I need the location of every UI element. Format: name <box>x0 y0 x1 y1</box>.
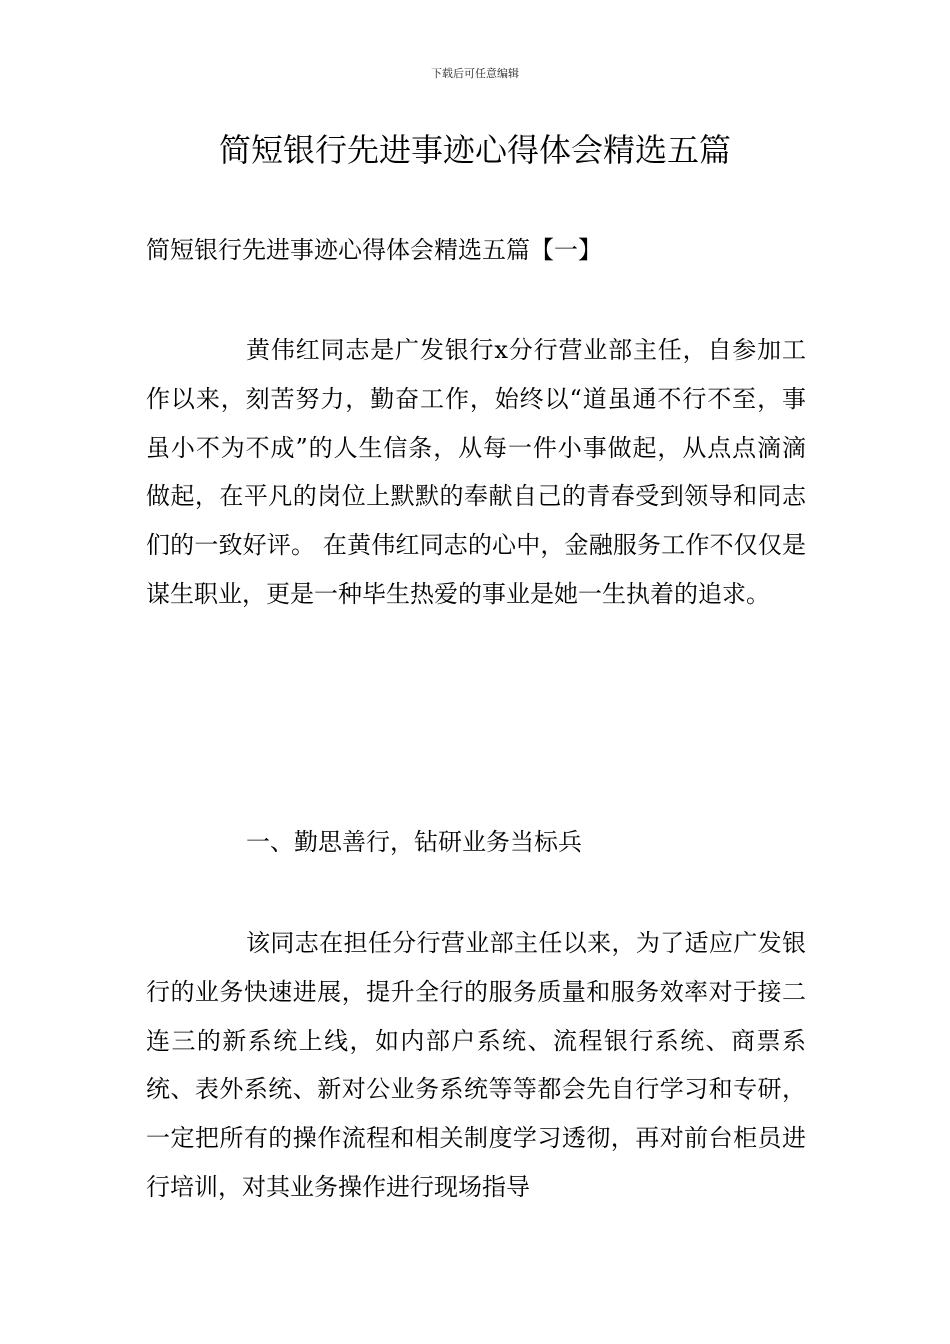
paragraph-1: 黄伟红同志是广发银行x分行营业部主任，自参加工作以来，刻苦努力，勤奋工作，始终以“道虽通不行不至，事虽小不为不成”的人生信条，从每一件小事做起，从点点滴滴做起，在平凡的岗位上默默的奉献自己的青春受到领导和同志们的一致好评。 在黄伟红同志的心中，金融服务工作不仅仅是谋生职业，更是一种毕生热爱的事业是她一生执着的追求。 <box>146 336 806 608</box>
header-note: 下载后可任意编辑 <box>431 67 519 80</box>
paragraph-2: 该同志在担任分行营业部主任以来，为了适应广发银行的业务快速进展，提升全行的服务质量和服务效率对于接二连三的新系统上线，如内部户系统、流程银行系统、商票系统、表外系统、新对公业务系统等等都会先自行学习和专研，一定把所有的操作流程和相关制度学习透彻，再对前台柜员进行培训，对其业务操作进行现场指导 <box>146 929 806 1201</box>
subheading-1: 一、勤思善行，钻研业务当标兵 <box>246 828 582 856</box>
section-title: 简短银行先进事迹心得体会精选五篇【一】 <box>146 236 602 264</box>
document-title: 简短银行先进事迹心得体会精选五篇 <box>218 131 731 169</box>
